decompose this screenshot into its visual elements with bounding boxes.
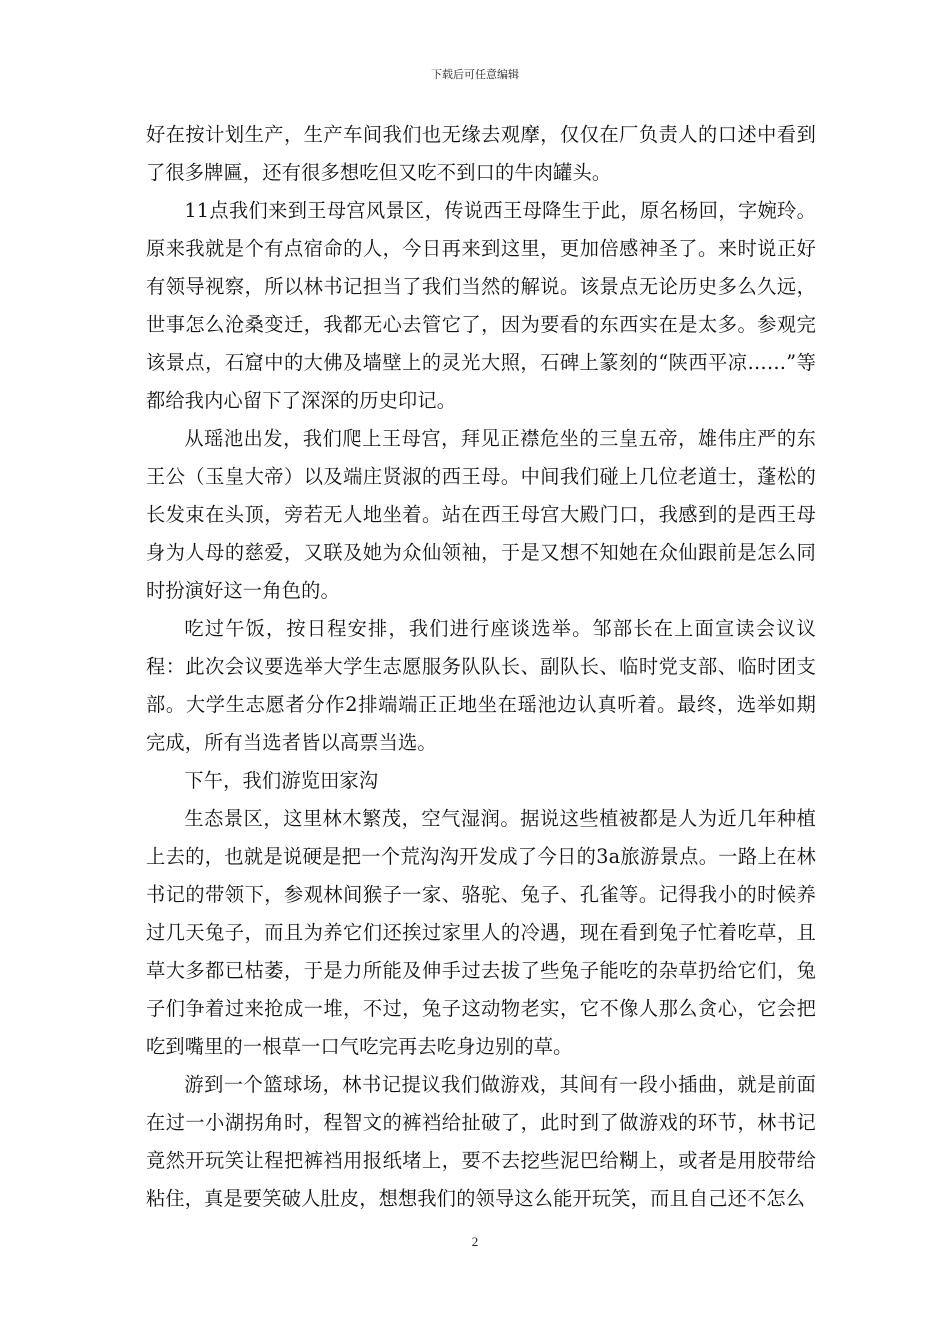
paragraph-4: 吃过午饭，按日程安排，我们进行座谈选举。邹部长在上面宣读会议议程：此次会议要选举大学生志愿服务队队长、副队长、临时党支部、临时团支部。大学生志愿者分作2排端端正正地坐在瑶池边认真听着。最终，选举如期完成，所有当选者皆以高票当选。 — [146, 617, 816, 754]
document-body — [146, 116, 816, 1218]
page-header: 下载后可任意编辑 — [431, 68, 519, 81]
paragraph-5: 下午，我们游览田家沟 — [184, 769, 379, 792]
page-number: 2 — [471, 1234, 479, 1249]
paragraph-3: 从瑶池出发，我们爬上王母宫，拜见正襟危坐的三皇五帝，雄伟庄严的东王公（玉皇大帝）以及端庄贤淑的西王母。中间我们碰上几位老道士，蓬松的长发束在头顶，旁若无人地坐着。站在西王母宫大殿门口，我感到的是西王母身为人母的慈爱，又联及她为众仙领袖，于是又想不知她在众仙跟前是怎么同时扮演好这一角色的。 — [146, 427, 816, 602]
paragraph-1: 好在按计划生产，生产车间我们也无缘去观摩，仅仅在厂负责人的口述中看到了很多牌匾，还有很多想吃但又吃不到口的牛肉罐头。 — [146, 123, 816, 184]
paragraph-7: 游到一个篮球场，林书记提议我们做游戏，其间有一段小插曲，就是前面在过一小湖拐角时，程智文的裤裆给扯破了，此时到了做游戏的环节，林书记竟然开玩笑让程把裤裆用报纸堵上，要不去挖些泥巴给糊上，或者是用胶带给粘住，真是要笑破人肚皮，想想我们的领导这么能开玩笑，而且自己还不怎么 — [146, 1073, 816, 1210]
paragraph-2: 11点我们来到王母宫风景区，传说西王母降生于此，原名杨回，字婉玲。原来我就是个有点宿命的人，今日再来到这里，更加倍感神圣了。来时说正好有领导视察，所以林书记担当了我们当然的解说。该景点无论历史多么久远，世事怎么沧桑变迁，我都无心去管它了，因为要看的东西实在是太多。参观完该景点，石窟中的大佛及墙壁上的灵光大照，石碑上篆刻的“陕西平凉……”等都给我内心留下了深深的历史印记。 — [146, 199, 816, 412]
paragraph-6: 生态景区，这里林木繁茂，空气湿润。据说这些植被都是人为近几年种植上去的，也就是说硬是把一个荒沟沟开发成了今日的3a旅游景点。一路上在林书记的带领下，参观林间猴子一家、骆驼、兔子、孔雀等。记得我小的时候养过几天兔子，而且为养它们还挨过家里人的冷遇，现在看到兔子忙着吃草，且草大多都已枯萎，于是力所能及伸手过去拔了些兔子能吃的杂草扔给它们，兔子们争着过来抢成一堆，不过，兔子这动物老实，它不像人那么贪心，它会把吃到嘴里的一根草一口气吃完再去吃身边别的草。 — [146, 807, 816, 1058]
